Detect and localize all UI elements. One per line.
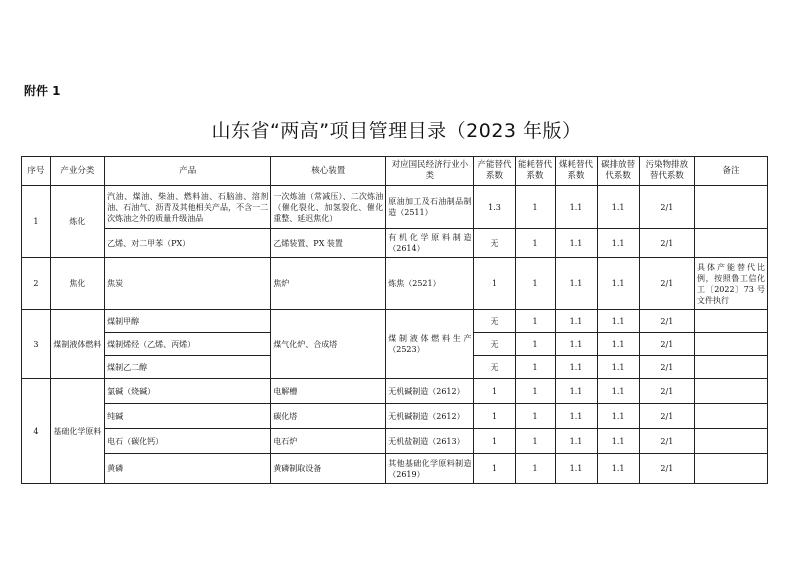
cell-product: 焦炭 bbox=[105, 258, 271, 310]
cell-product: 氯碱（烧碱） bbox=[105, 379, 271, 404]
attachment-label: 附件 1 bbox=[24, 84, 61, 98]
cell-industry: 无机盐制造（2613） bbox=[386, 429, 474, 454]
cell-energy: 1 bbox=[515, 404, 555, 429]
cell-carbon: 1.1 bbox=[597, 429, 639, 454]
cell-pollutant: 2/1 bbox=[639, 229, 694, 258]
cell-remark bbox=[695, 310, 768, 333]
cell-seq: 4 bbox=[22, 379, 51, 484]
cell-coal: 1.1 bbox=[555, 404, 597, 429]
table-row bbox=[22, 379, 768, 404]
cell-coal: 1.1 bbox=[555, 429, 597, 454]
cell-capacity: 1 bbox=[474, 404, 515, 429]
cell-remark bbox=[695, 404, 768, 429]
cell-category: 炼化 bbox=[50, 186, 104, 258]
cell-coal: 1.1 bbox=[555, 258, 597, 310]
cell-pollutant: 2/1 bbox=[639, 310, 694, 333]
cell-capacity: 无 bbox=[474, 356, 515, 379]
cell-pollutant: 2/1 bbox=[639, 454, 694, 484]
cell-remark bbox=[695, 186, 768, 229]
cell-coal: 1.1 bbox=[555, 229, 597, 258]
cell-pollutant: 2/1 bbox=[639, 379, 694, 404]
header-pollutant: 污染物排放替代系数 bbox=[639, 157, 694, 186]
cell-coal: 1.1 bbox=[555, 379, 597, 404]
header-capacity: 产能替代系数 bbox=[474, 157, 515, 186]
cell-coal: 1.1 bbox=[555, 310, 597, 333]
cell-device: 黄磷制取设备 bbox=[271, 454, 386, 484]
cell-coal: 1.1 bbox=[555, 333, 597, 356]
header-carbon: 碳排放替代系数 bbox=[597, 157, 639, 186]
cell-energy: 1 bbox=[515, 379, 555, 404]
cell-energy: 1 bbox=[515, 454, 555, 484]
cell-industry: 炼焦（2521） bbox=[386, 258, 474, 310]
cell-device: 焦炉 bbox=[271, 258, 386, 310]
table-header-row bbox=[22, 157, 768, 186]
cell-energy: 1 bbox=[515, 229, 555, 258]
header-remark: 备注 bbox=[695, 157, 768, 186]
cell-product: 汽油、煤油、柴油、燃料油、石脑油、溶剂油、石油气、沥青及其他相关产品，不含一二次炼油之外的质量升级油品 bbox=[105, 186, 271, 229]
cell-pollutant: 2/1 bbox=[639, 404, 694, 429]
cell-energy: 1 bbox=[515, 333, 555, 356]
cell-capacity: 无 bbox=[474, 310, 515, 333]
cell-carbon: 1.1 bbox=[597, 258, 639, 310]
header-energy: 能耗替代系数 bbox=[515, 157, 555, 186]
cell-pollutant: 2/1 bbox=[639, 356, 694, 379]
cell-capacity: 1 bbox=[474, 429, 515, 454]
cell-remark bbox=[695, 379, 768, 404]
cell-capacity: 无 bbox=[474, 333, 515, 356]
cell-industry: 有机化学原料制造（2614） bbox=[386, 229, 474, 258]
header-industry: 对应国民经济行业小类 bbox=[386, 157, 474, 186]
cell-category: 煤制液体燃料 bbox=[50, 310, 104, 379]
cell-carbon: 1.1 bbox=[597, 310, 639, 333]
cell-remark bbox=[695, 454, 768, 484]
cell-coal: 1.1 bbox=[555, 356, 597, 379]
cell-carbon: 1.1 bbox=[597, 454, 639, 484]
header-seq: 序号 bbox=[22, 157, 51, 186]
cell-device: 一次炼油（常减压）、二次炼油（催化裂化、加氢裂化、催化重整、延迟焦化） bbox=[271, 186, 386, 229]
table-row bbox=[22, 310, 768, 333]
cell-pollutant: 2/1 bbox=[639, 258, 694, 310]
cell-carbon: 1.1 bbox=[597, 379, 639, 404]
cell-seq: 1 bbox=[22, 186, 51, 258]
cell-energy: 1 bbox=[515, 356, 555, 379]
header-category: 产业分类 bbox=[50, 157, 104, 186]
cell-energy: 1 bbox=[515, 310, 555, 333]
table-row bbox=[22, 429, 768, 454]
page-title: 山东省“两高”项目管理目录（2023 年版） bbox=[211, 120, 582, 142]
cell-pollutant: 2/1 bbox=[639, 186, 694, 229]
cell-pollutant: 2/1 bbox=[639, 333, 694, 356]
cell-capacity: 无 bbox=[474, 229, 515, 258]
cell-industry: 煤制液体燃料生产（2523） bbox=[386, 310, 474, 379]
cell-industry: 其他基础化学原料制造（2619） bbox=[386, 454, 474, 484]
cell-industry: 原油加工及石油制品制造（2511） bbox=[386, 186, 474, 229]
cell-carbon: 1.1 bbox=[597, 404, 639, 429]
table-row bbox=[22, 229, 768, 258]
cell-product: 煤制乙二醇 bbox=[105, 356, 271, 379]
cell-remark bbox=[695, 229, 768, 258]
cell-carbon: 1.1 bbox=[597, 186, 639, 229]
header-product: 产品 bbox=[105, 157, 271, 186]
cell-remark bbox=[695, 429, 768, 454]
cell-product: 黄磷 bbox=[105, 454, 271, 484]
cell-capacity: 1 bbox=[474, 454, 515, 484]
cell-category: 焦化 bbox=[50, 258, 104, 310]
cell-seq: 3 bbox=[22, 310, 51, 379]
cell-product: 电石（碳化钙） bbox=[105, 429, 271, 454]
cell-seq: 2 bbox=[22, 258, 51, 310]
cell-product: 纯碱 bbox=[105, 404, 271, 429]
cell-energy: 1 bbox=[515, 258, 555, 310]
cell-device: 碳化塔 bbox=[271, 404, 386, 429]
cell-device: 煤气化炉、合成塔 bbox=[271, 310, 386, 379]
cell-energy: 1 bbox=[515, 186, 555, 229]
cell-product: 煤制甲醇 bbox=[105, 310, 271, 333]
table-row bbox=[22, 258, 768, 310]
cell-coal: 1.1 bbox=[555, 186, 597, 229]
table-row bbox=[22, 454, 768, 484]
cell-remark bbox=[695, 356, 768, 379]
cell-product: 乙烯、对二甲苯（PX） bbox=[105, 229, 271, 258]
cell-product: 煤制烯烃（乙烯、丙烯） bbox=[105, 333, 271, 356]
cell-device: 乙烯装置、PX 装置 bbox=[271, 229, 386, 258]
cell-capacity: 1.3 bbox=[474, 186, 515, 229]
cell-carbon: 1.1 bbox=[597, 229, 639, 258]
cell-capacity: 1 bbox=[474, 379, 515, 404]
cell-remark bbox=[695, 333, 768, 356]
header-coal: 煤耗替代系数 bbox=[555, 157, 597, 186]
table-row bbox=[22, 404, 768, 429]
table-row bbox=[22, 186, 768, 229]
cell-pollutant: 2/1 bbox=[639, 429, 694, 454]
header-device: 核心装置 bbox=[271, 157, 386, 186]
cell-industry: 无机碱制造（2612） bbox=[386, 379, 474, 404]
cell-carbon: 1.1 bbox=[597, 333, 639, 356]
cell-capacity: 1 bbox=[474, 258, 515, 310]
cell-energy: 1 bbox=[515, 429, 555, 454]
cell-coal: 1.1 bbox=[555, 454, 597, 484]
cell-remark: 具体产能替代比例，按照鲁工信化工〔2022〕73 号文件执行 bbox=[695, 258, 768, 310]
cell-device: 电石炉 bbox=[271, 429, 386, 454]
cell-carbon: 1.1 bbox=[597, 356, 639, 379]
cell-category: 基础化学原料 bbox=[50, 379, 104, 484]
cell-industry: 无机碱制造（2612） bbox=[386, 404, 474, 429]
catalog-table bbox=[21, 156, 768, 484]
cell-device: 电解槽 bbox=[271, 379, 386, 404]
